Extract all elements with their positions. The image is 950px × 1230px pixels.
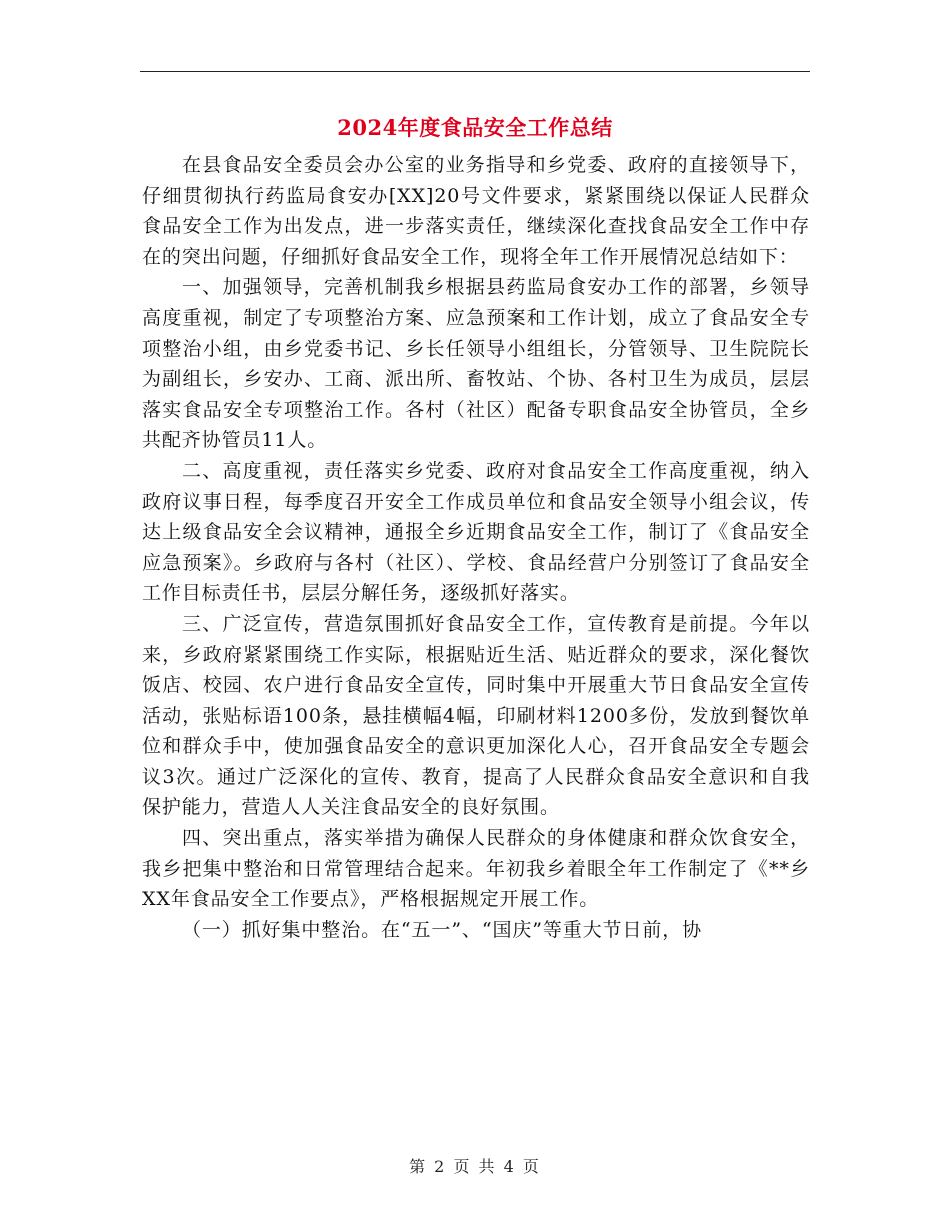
paragraph-subsection-1: （一）抓好集中整治。在“五一”、“国庆”等重大节日前，协 — [182, 918, 703, 941]
header-rule — [140, 71, 810, 72]
paragraph-section-1: 一、加强领导，完善机制我乡根据县药监局食安办工作的部署，乡领导高度重视，制定了专项整治方案、应急预案和工作计划，成立了食品安全专项整治小组，由乡党委书记、乡长任领导小组组长，分管领导、卫生院院长为副组长，乡安办、工商、派出所、畜牧站、个协、各村卫生为成员，层层落实食品安全专项整治工作。各村（社区）配备专职食品安全协管员，全乡共配齐协管员11人。 — [142, 276, 810, 452]
document-title: 2024年度食品安全工作总结 — [337, 115, 613, 140]
paragraph-section-2: 二、高度重视，责任落实乡党委、政府对食品安全工作高度重视，纳入政府议事日程，每季度召开安全工作成员单位和食品安全领导小组会议，传达上级食品安全会议精神，通报全乡近期食品安全工作，制订了《食品安全应急预案》。乡政府与各村（社区）、学校、食品经营户分别签订了食品安全工作目标责任书，层层分解任务，逐级抓好落实。 — [142, 459, 810, 605]
paragraph-section-4: 四、突出重点，落实举措为确保人民群众的身体健康和群众饮食安全，我乡把集中整治和日常管理结合起来。年初我乡着眼全年工作制定了《**乡XX年食品安全工作要点》，严格根据规定开展工作。 — [142, 827, 810, 911]
paragraph-intro: 在县食品安全委员会办公室的业务指导和乡党委、政府的直接领导下，仔细贯彻执行药监局食安办[XX]20号文件要求，紧紧围绕以保证人民群众食品安全工作为出发点，进一步落实责任，继续深化查找食品安全工作中存在的突出问题，仔细抓好食品安全工作，现将全年工作开展情况总结如下： — [142, 154, 810, 268]
document-body — [142, 150, 810, 945]
paragraph-section-3: 三、广泛宣传，营造氛围抓好食品安全工作，宣传教育是前提。今年以来，乡政府紧紧围绕工作实际，根据贴近生活、贴近群众的要求，深化餐饮饭店、校园、农户进行食品安全宣传，同时集中开展重大节日食品安全宣传活动，张贴标语100条，悬挂横幅4幅，印刷材料1200多份，发放到餐饮单位和群众手中，使加强食品安全的意识更加深化人心，召开食品安全专题会议3次。通过广泛深化的宣传、教育，提高了人民群众食品安全意识和自我保护能力，营造人人关注食品安全的良好氛围。 — [142, 612, 810, 819]
page-number-footer: 第 2 页 共 4 页 — [409, 1157, 541, 1176]
